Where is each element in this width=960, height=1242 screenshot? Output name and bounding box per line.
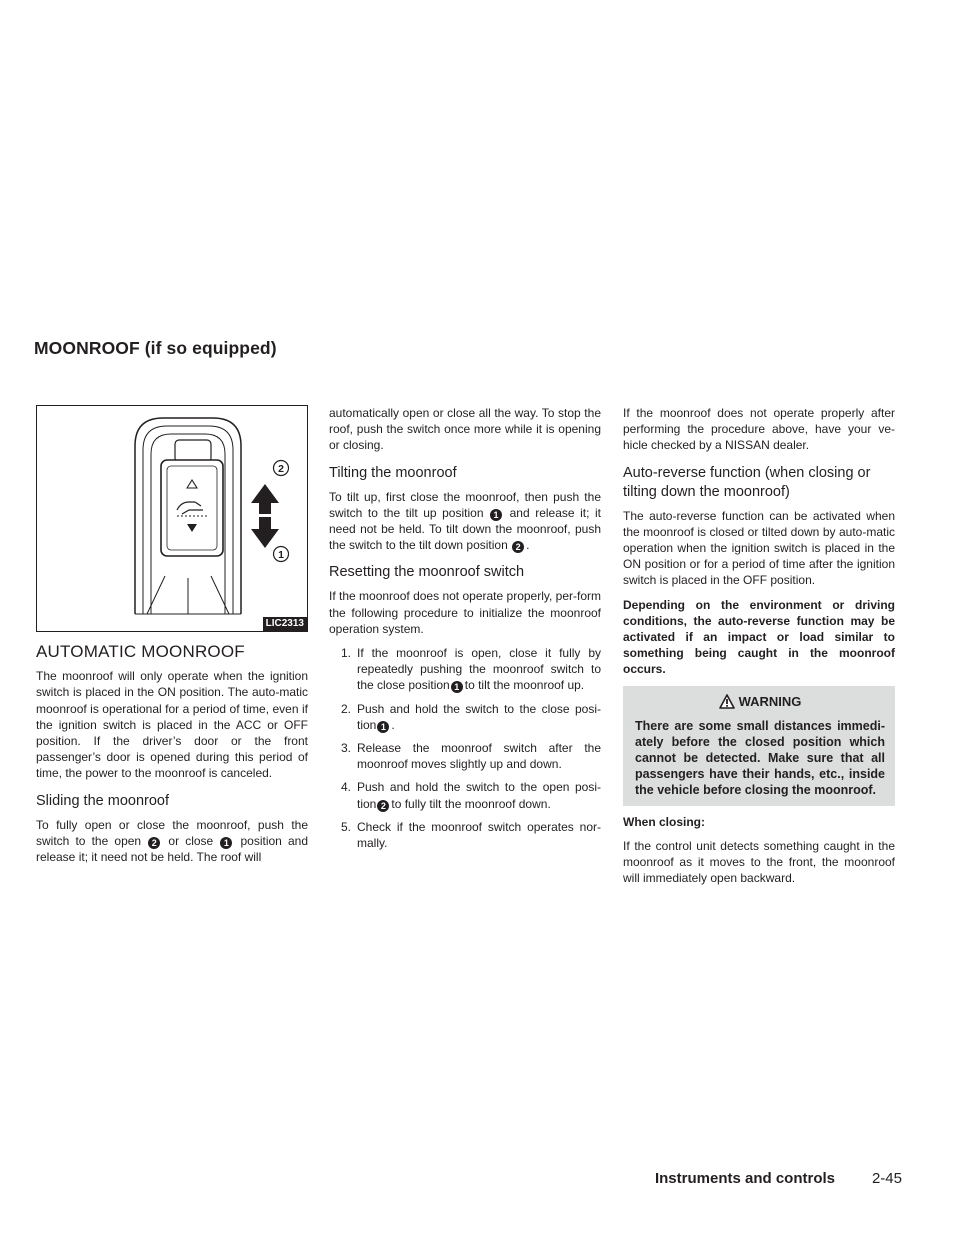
resetting-heading: Resetting the moonroof switch [329, 564, 525, 581]
callout-2-icon: 2 [377, 800, 389, 812]
moonroof-switch-illustration [37, 406, 307, 631]
reset-steps-list [329, 645, 601, 851]
when-closing-text: If the control unit detects something caught in the moonroof as it moves to the front, the moonroof will immediately open backward. [623, 839, 895, 886]
sliding-text: To fully open or close the moonroof, push the switch to the open 2 or close 1 position and release it; it need not be held. The roof will [36, 817, 308, 865]
dealer-text: If the moonroof does not operate properly after performing the procedure above, have your ve-hicle checked by a NISSAN dealer. [623, 406, 895, 453]
auto-reverse-heading: Auto-reverse function (when closing or tilting down the moonroof) [623, 464, 871, 500]
list-item: 3. Release the moonroof switch after the moonroof moves slightly up and down. [340, 741, 601, 772]
callout-2-icon: 2 [512, 541, 524, 553]
warning-triangle-icon [719, 694, 735, 709]
column-1 [36, 405, 308, 873]
callout-1-icon: 1 [451, 681, 463, 693]
list-item: 5. Check if the moonroof switch operates nor-mally. [340, 819, 601, 851]
moonroof-switch-figure [36, 405, 308, 632]
page-title: MOONROOF (if so equipped) [34, 338, 277, 358]
callout-1-icon: 1 [490, 509, 502, 521]
column-3 [623, 405, 895, 895]
list-item: 2. Push and hold the switch to the close posi-tion 1 . [340, 701, 601, 732]
figure-code: LIC2313 [263, 617, 307, 631]
tilting-text: To tilt up, first close the moonroof, then push the switch to the tilt up position 1 and release it; it need not be held. To tilt down the moonroof, push the switch to the tilt down position 2 . [329, 489, 601, 553]
warning-label: WARNING [738, 693, 802, 709]
warning-box [623, 686, 895, 806]
warning-text: There are some small distances immedi-ately before the closed position which cannot be detected. Make sure that all passengers have their hands, etc., inside the vehicle before closing the moonroof. [635, 718, 885, 797]
callout-1-label: 1 [278, 549, 284, 561]
auto-reverse-text: The auto-reverse function can be activated when the moonroof is closed or tilted down by auto-matic operation when the ignition switch is placed in the ON position or for a period of time after the ignition switch is placed in the OFF position. [623, 508, 895, 588]
automatic-moonroof-text: The moonroof will only operate when the ignition switch is placed in the ON position. The auto-matic moonroof is operational for a period of time, even if the ignition switch is placed in the ACC or OFF position. If the driver’s door or the front passenger’s door is opened during this period of time, the power to the moonroof is canceled. [36, 669, 308, 781]
tilting-heading: Tilting the moonroof [329, 464, 457, 481]
footer-section-name: Instruments and controls [654, 1170, 835, 1187]
resetting-intro: If the moonroof does not operate properly, per-form the following procedure to initialize the moonroof operation system. [329, 589, 601, 636]
callout-1-icon: 1 [377, 721, 389, 733]
column-2 [329, 405, 601, 859]
list-item: 4. Push and hold the switch to the open posi-tion 2 to fully tilt the moonroof down. [340, 780, 601, 811]
callout-2-icon: 2 [148, 837, 160, 849]
list-item: 1. If the moonroof is open, close it fully by repeatedly pushing the moonroof switch to the close position 1 to tilt the moonroof up. [340, 646, 601, 693]
auto-reverse-bold-text: Depending on the environment or driving conditions, the auto-reverse function may be activated if an impact or load similar to something being caught in the moonroof occurs. [623, 597, 895, 677]
callout-2-label: 2 [278, 463, 284, 475]
sliding-heading: Sliding the moonroof [36, 792, 169, 809]
sliding-text-continued: automatically open or close all the way. To stop the roof, push the switch once more while it is opening or closing. [329, 406, 601, 453]
when-closing-label: When closing: [623, 814, 705, 829]
page-number: 2-45 [871, 1170, 902, 1187]
callout-1-icon: 1 [220, 837, 232, 849]
warning-header [635, 694, 885, 710]
automatic-moonroof-heading: AUTOMATIC MOONROOF [36, 642, 245, 661]
